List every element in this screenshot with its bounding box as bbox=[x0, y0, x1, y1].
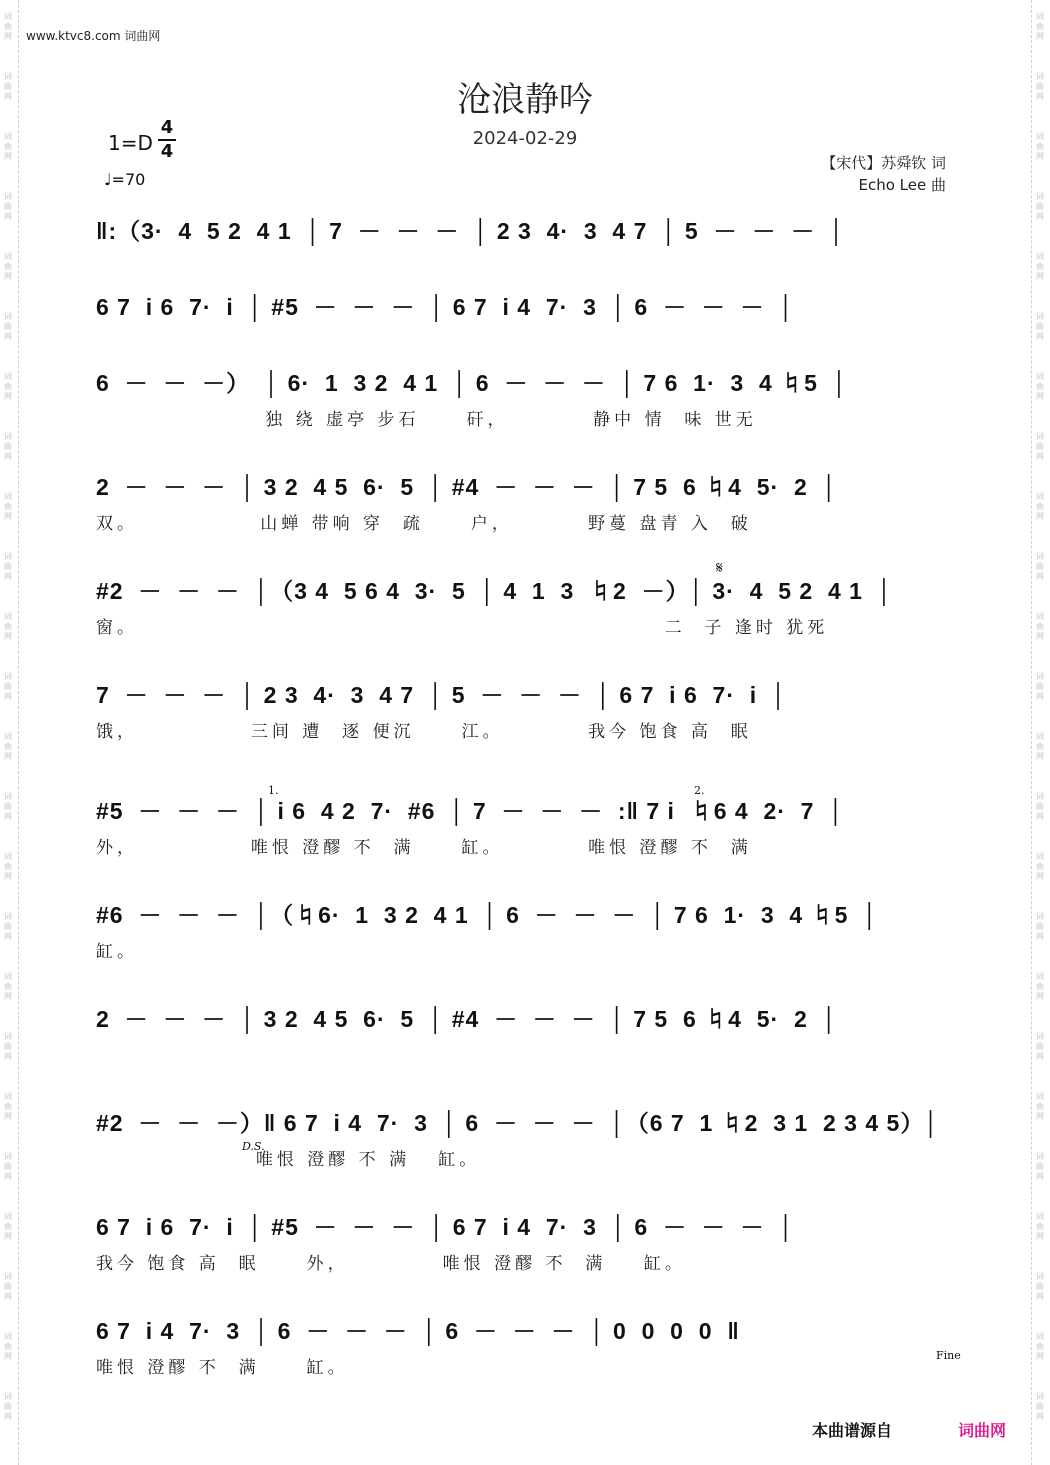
watermark-text: 词 曲 网 bbox=[4, 132, 12, 161]
lyrics-line bbox=[96, 1041, 956, 1065]
lyrics-line: 我今 饱食 高 眠 外， 唯恨 澄醪 不 满 缸。 bbox=[96, 1254, 686, 1274]
watermark-text: 词 曲 网 bbox=[4, 492, 12, 521]
score-system-7 bbox=[96, 795, 956, 857]
notation-line: #6 － － － │（♮6· 1 3 2 4 1 │ 6 － － － │ 7 6 1· 3 4 ♮5 │ bbox=[96, 902, 879, 928]
notation-line: ‖:（3· 4 5 2 4 1 │ 7 － － － │ 2 3 4· 3 4 7 │ 5 － － － │ bbox=[96, 218, 846, 244]
watermark-text: 词 曲 网 bbox=[4, 12, 12, 41]
watermark-text: 词 曲 网 bbox=[4, 672, 12, 701]
right-watermark-strip bbox=[1031, 0, 1050, 1465]
time-sig-bottom: 4 bbox=[160, 141, 174, 162]
notation-line: #2 － － －）‖ 6 7 i 4 7· 3 │ 6 － － － │（6 7 1 ♮2 3 1 2 3 4 5）│ bbox=[96, 1110, 940, 1136]
lyrics-line: 唯恨 澄醪 不 满 缸。 bbox=[96, 1150, 481, 1170]
notation-line: #5 － － － │ i 6 4 2 7· #6 │ 7 － － － :‖ 7 i ♮6 4 2· 7 │ bbox=[96, 798, 845, 824]
page-title: 沧浪静吟 bbox=[457, 80, 593, 120]
watermark-text: 词 曲 网 bbox=[1036, 312, 1044, 341]
score-system-1 bbox=[96, 215, 956, 277]
watermark-text: 词 曲 网 bbox=[1036, 12, 1044, 41]
watermark-text: 词 曲 网 bbox=[4, 72, 12, 101]
watermark-text: 词 曲 网 bbox=[4, 1392, 12, 1421]
lyrics-line: 窗。 二 子 逢时 犹死 bbox=[96, 618, 829, 638]
score-system-12 bbox=[96, 1315, 956, 1377]
score-system-9 bbox=[96, 1003, 956, 1065]
watermark-text: 词 曲 网 bbox=[4, 312, 12, 341]
watermark-text: 词 曲 网 bbox=[1036, 1032, 1044, 1061]
score-system-5 bbox=[96, 575, 956, 637]
watermark-text: 词 曲 网 bbox=[4, 792, 12, 821]
tempo: ♩=70 bbox=[104, 170, 146, 189]
watermark-text: 词 曲 网 bbox=[1036, 72, 1044, 101]
score-system-8 bbox=[96, 899, 956, 961]
notation-line: 6 7 i 4 7· 3 │ 6 － － － │ 6 － － － │ 0 0 0 0 ‖ bbox=[96, 1318, 740, 1344]
credits bbox=[821, 152, 946, 196]
lyrics-line: 双。 山蝉 带响 穿 疏 户， 野蔓 盘青 入 破 bbox=[96, 514, 752, 534]
watermark-text: 词 曲 网 bbox=[1036, 252, 1044, 281]
watermark-text: 词 曲 网 bbox=[1036, 1152, 1044, 1181]
lyrics-line: 缸。 bbox=[96, 942, 138, 962]
lyrics-line bbox=[96, 253, 956, 277]
watermark-text: 词 曲 网 bbox=[1036, 1392, 1044, 1421]
watermark-text: 词 曲 网 bbox=[1036, 372, 1044, 401]
watermark-text: 词 曲 网 bbox=[1036, 612, 1044, 641]
watermark-text: 词 曲 网 bbox=[1036, 432, 1044, 461]
score-system-6 bbox=[96, 679, 956, 741]
lyrics-line: 外， 唯恨 澄醪 不 满 缸。 唯恨 澄醪 不 满 bbox=[96, 838, 752, 858]
left-watermark-strip bbox=[0, 0, 19, 1465]
footer-source-label: 本曲谱源自 bbox=[812, 1421, 893, 1440]
watermark-text: 词 曲 网 bbox=[4, 1032, 12, 1061]
watermark-text: 词 曲 网 bbox=[4, 1332, 12, 1361]
lyrics-line bbox=[96, 329, 956, 353]
watermark-text: 词 曲 网 bbox=[1036, 912, 1044, 941]
notation-line: 6 7 i 6 7· i │ #5 － － － │ 6 7 i 4 7· 3 │ 6 － － － │ bbox=[96, 1214, 795, 1240]
watermark-text: 词 曲 网 bbox=[4, 732, 12, 761]
watermark-text: 词 曲 网 bbox=[4, 192, 12, 221]
score-system-10 bbox=[96, 1107, 956, 1169]
volta-2-label: 2. bbox=[694, 784, 705, 797]
watermark-text: 词 曲 网 bbox=[4, 1092, 12, 1121]
volta-1-label: 1. bbox=[268, 784, 279, 797]
score-system-3 bbox=[96, 367, 956, 429]
composer: Echo Lee 曲 bbox=[858, 176, 946, 194]
watermark-text: 词 曲 网 bbox=[1036, 1272, 1044, 1301]
notation-line: 2 － － － │ 3 2 4 5 6· 5 │ #4 － － － │ 7 5 6 ♮4 5· 2 │ bbox=[96, 1006, 838, 1032]
watermark-text: 词 曲 网 bbox=[4, 372, 12, 401]
notation-line: #2 － － － │（3 4 5 6 4 3· 5 │ 4 1 3 ♮2 －）│ 3· 4 5 2 4 1 │ bbox=[96, 578, 894, 604]
watermark-text: 词 曲 网 bbox=[1036, 972, 1044, 1001]
watermark-text: 词 曲 网 bbox=[1036, 1212, 1044, 1241]
watermark-text: 词 曲 网 bbox=[4, 972, 12, 1001]
watermark-text: 词 曲 网 bbox=[4, 552, 12, 581]
key-signature: 1=D bbox=[108, 131, 153, 155]
segno-mark: 𝄋 bbox=[716, 558, 723, 577]
fine-mark: Fine bbox=[936, 1349, 961, 1362]
watermark-text: 词 曲 网 bbox=[4, 912, 12, 941]
watermark-text: 词 曲 网 bbox=[4, 1152, 12, 1181]
time-sig-top: 4 bbox=[160, 117, 174, 138]
watermark-text: 词 曲 网 bbox=[4, 612, 12, 641]
score-system-11 bbox=[96, 1211, 956, 1273]
notation-line: 6 7 i 6 7· i │ #5 － － － │ 6 7 i 4 7· 3 │ 6 － － － │ bbox=[96, 294, 795, 320]
watermark-text: 词 曲 网 bbox=[1036, 732, 1044, 761]
watermark-text: 词 曲 网 bbox=[4, 432, 12, 461]
lyrics-line: 独 绕 虚亭 步石 矸， 静中 情 味 世无 bbox=[96, 410, 757, 430]
notation-line: 7 － － － │ 2 3 4· 3 4 7 │ 5 － － － │ 6 7 i 6 7· i │ bbox=[96, 682, 788, 708]
score-system-2 bbox=[96, 291, 956, 353]
watermark-text: 词 曲 网 bbox=[4, 1272, 12, 1301]
watermark-text: 词 曲 网 bbox=[1036, 552, 1044, 581]
lyrics-line: 饿， 三间 遭 逐 便沉 江。 我今 饱食 高 眠 bbox=[96, 722, 752, 742]
watermark-text: 词 曲 网 bbox=[1036, 192, 1044, 221]
score-system-4 bbox=[96, 471, 956, 533]
watermark-text: 词 曲 网 bbox=[1036, 132, 1044, 161]
watermark-text: 词 曲 网 bbox=[1036, 792, 1044, 821]
lyricist: 【宋代】苏舜钦 词 bbox=[821, 154, 946, 172]
site-header[interactable]: www.ktvc8.com 词曲网 bbox=[26, 29, 161, 43]
watermark-text: 词 曲 网 bbox=[4, 252, 12, 281]
lyrics-line: 唯恨 澄醪 不 满 缸。 bbox=[96, 1358, 349, 1378]
watermark-text: 词 曲 网 bbox=[1036, 492, 1044, 521]
watermark-text: 词 曲 网 bbox=[1036, 1332, 1044, 1361]
time-signature bbox=[158, 118, 176, 162]
watermark-text: 词 曲 网 bbox=[1036, 672, 1044, 701]
watermark-text: 词 曲 网 bbox=[4, 852, 12, 881]
watermark-text: 词 曲 网 bbox=[4, 1212, 12, 1241]
watermark-text: 词 曲 网 bbox=[1036, 852, 1044, 881]
notation-line: 2 － － － │ 3 2 4 5 6· 5 │ #4 － － － │ 7 5 6 ♮4 5· 2 │ bbox=[96, 474, 838, 500]
ds-mark: D.S. bbox=[242, 1140, 265, 1153]
footer-site-link[interactable]: 词曲网 bbox=[958, 1421, 1007, 1440]
date: 2024-02-29 bbox=[472, 128, 578, 149]
watermark-text: 词 曲 网 bbox=[1036, 1092, 1044, 1121]
notation-line: 6 － － －） │ 6· 1 3 2 4 1 │ 6 － － － │ 7 6 1· 3 4 ♮5 │ bbox=[96, 370, 849, 396]
